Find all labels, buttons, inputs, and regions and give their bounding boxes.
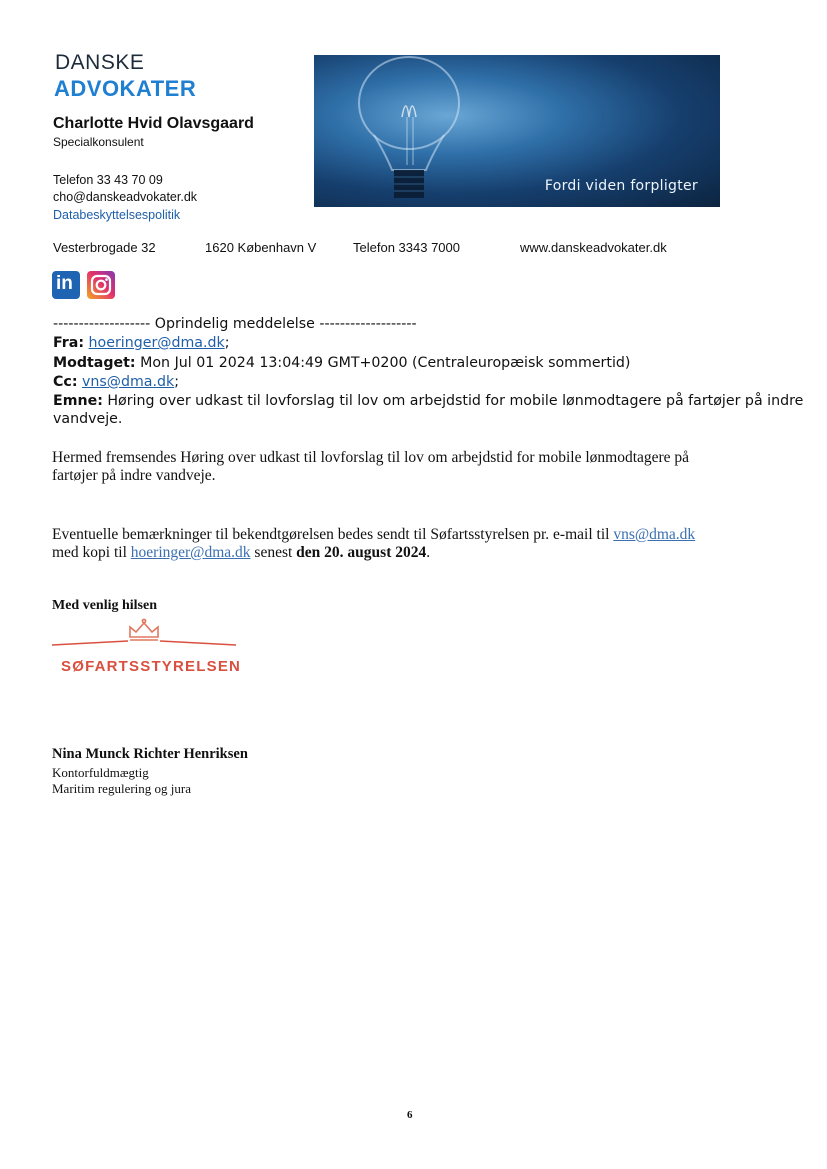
sender-name: Nina Munck Richter Henriksen — [52, 746, 248, 762]
deadline-date: den 20. august 2024 — [296, 544, 427, 561]
p2-text-1: Eventuelle bemærkninger til bekendtgørelsen bedes sendt til Søfartsstyrelsen pr. e-mail til — [52, 526, 610, 543]
address-street: Vesterbrogade 32 — [53, 240, 156, 255]
address-phone: Telefon 3343 7000 — [353, 240, 460, 255]
banner-image — [314, 55, 720, 207]
original-message-separator: ------------------- Oprindelig meddelelse ------------------- — [53, 316, 417, 332]
sender-title: Kontorfuldmægtig — [52, 765, 149, 780]
signature-name: Charlotte Hvid Olavsgaard — [53, 115, 254, 132]
greeting: Med venlig hilsen — [52, 598, 158, 613]
privacy-policy-link[interactable]: Databeskyttelsespolitik — [53, 208, 181, 222]
subject-continuation: vandveje. — [53, 411, 123, 427]
signature-phone: Telefon 33 43 70 09 — [53, 173, 163, 187]
crown-icon — [130, 619, 158, 640]
from-email-link[interactable]: hoeringer@dma.dk — [88, 335, 225, 351]
body-paragraph-2-line-1 — [52, 526, 695, 544]
received-value: Mon Jul 01 2024 13:04:49 GMT+0200 (Centraleuropæisk sommertid) — [140, 355, 631, 371]
subject-value: Høring over udkast til lovforslag til lov om arbejdstid for mobile lønmodtagere på fartøjer på indre — [107, 393, 804, 409]
banner-tagline: Fordi viden forpligter — [544, 178, 698, 194]
from-label: Fra: — [53, 335, 85, 351]
linkedin-icon-text: in — [56, 273, 73, 294]
hoeringer-email-link[interactable]: hoeringer@dma.dk — [130, 544, 251, 561]
from-row: Fra: hoeringer@dma.dk; — [53, 335, 230, 351]
website-link[interactable]: www.danskeadvokater.dk — [520, 240, 667, 255]
signature-title: Specialkonsulent — [53, 135, 144, 149]
body-paragraph-1-line-1: Hermed fremsendes Høring over udkast til lovforslag til lov om arbejdstid for mobile lønmodtagere på — [52, 449, 690, 466]
logo-advokater: ADVOKATER — [54, 76, 197, 101]
instagram-glyph — [87, 271, 115, 299]
p2-text-3: senest — [254, 544, 293, 561]
address-city: 1620 København V — [205, 240, 317, 255]
body-paragraph-1-line-2: fartøjer på indre vandveje. — [52, 467, 216, 484]
received-label: Modtaget: — [53, 355, 136, 371]
p2-text-2: med kopi til — [52, 544, 127, 561]
subject-label: Emne: — [53, 393, 103, 409]
cc-label: Cc: — [53, 374, 78, 390]
sender-department: Maritim regulering og jura — [52, 781, 191, 796]
instagram-icon[interactable] — [87, 271, 115, 299]
signature-email[interactable]: cho@danskeadvokater.dk — [53, 190, 198, 204]
cc-row: Cc: vns@dma.dk; — [53, 374, 180, 390]
received-row — [53, 355, 630, 371]
subject-row — [53, 393, 803, 409]
linkedin-icon[interactable] — [52, 271, 80, 299]
sofartsstyrelsen-logo-text: SØFARTSSTYRELSEN — [61, 658, 242, 675]
cc-email-link[interactable]: vns@dma.dk — [82, 374, 175, 390]
logo-danske: DANSKE — [55, 51, 145, 74]
p2-end: . — [426, 544, 431, 561]
vns-email-link[interactable]: vns@dma.dk — [613, 526, 696, 543]
page-number: 6 — [407, 1109, 413, 1121]
body-paragraph-2-line-2 — [52, 544, 430, 562]
